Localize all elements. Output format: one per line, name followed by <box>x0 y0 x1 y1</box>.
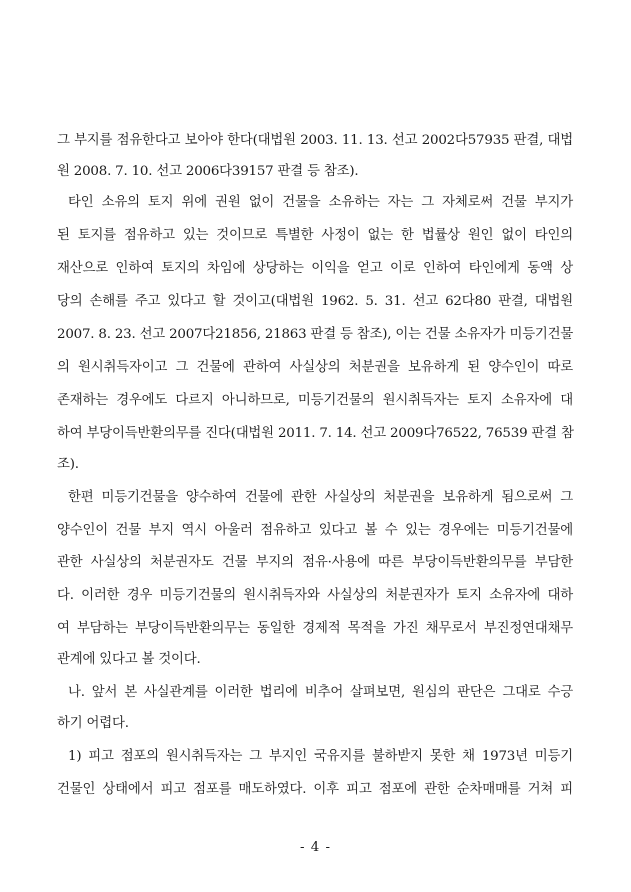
text-line: 여 부담하는 부당이득반환의무는 동일한 경제적 목적을 가진 채무로서 부진정연대채무 <box>57 621 573 636</box>
text-line: 그 부지를 점유한다고 보아야 한다(대법원 2003. 11. 13. 선고 2002다57935 판결, 대법 <box>57 133 573 148</box>
text-line: 관계에 있다고 볼 것이다. <box>57 652 201 667</box>
text-line: 하여 부당이득반환의무를 진다(대법원 2011. 7. 14. 선고 2009다76522, 76539 판결 참 <box>57 426 574 441</box>
page-number: - 4 - <box>299 840 332 855</box>
text-line: 존재하는 경우에도 다르지 아니하므로, 미등기건물의 원시취득자는 토지 소유자에 대 <box>57 393 573 408</box>
text-line: 재산으로 인하여 토지의 차임에 상당하는 이익을 얻고 이로 인하여 타인에게 동액 상 <box>57 261 573 276</box>
text-line: 당의 손해를 주고 있다고 할 것이고(대법원 1962. 5. 31. 선고 62다80 판결, 대법원 <box>57 294 573 309</box>
paragraph-first-line: 타인 소유의 토지 위에 권원 없이 건물을 소유하는 자는 그 자체로써 건물 부지가 <box>68 195 573 210</box>
text-line: 하기 어렵다. <box>57 716 129 731</box>
paragraph-first-line: 1) 피고 점포의 원시취득자는 그 부지인 국유지를 불하받지 못한 채 1973년 미등기 <box>68 749 573 764</box>
text-line: 다. 이러한 경우 미등기건물의 원시취득자와 사실상의 처분권자가 토지 소유자에 대하 <box>57 588 573 603</box>
text-line: 조). <box>57 457 79 472</box>
text-line: 된 토지를 점유하고 있는 것이므로 특별한 사정이 없는 한 법률상 원인 없이 타인의 <box>57 228 573 243</box>
text-line: 의 원시취득자이고 그 건물에 관하여 사실상의 처분권을 보유하게 된 양수인이 따로 <box>57 360 573 375</box>
paragraph-first-line: 나. 앞서 본 사실관계를 이러한 법리에 비추어 살펴보면, 원심의 판단은 그대로 수긍 <box>68 685 573 700</box>
text-line: 2007. 8. 23. 선고 2007다21856, 21863 판결 등 참조), 이는 건물 소유자가 미등기건물 <box>57 327 574 342</box>
paragraph-first-line: 한편 미등기건물을 양수하여 건물에 관한 사실상의 처분권을 보유하게 됨으로써 그 <box>68 490 573 505</box>
text-line: 양수인이 건물 부지 역시 아울러 점유하고 있다고 볼 수 있는 경우에는 미등기건물에 <box>57 523 573 538</box>
text-line: 원 2008. 7. 10. 선고 2006다39157 판결 등 참조). <box>57 164 359 179</box>
text-line: 관한 사실상의 처분권자도 건물 부지의 점유·사용에 따른 부당이득반환의무를 부담한 <box>57 555 573 570</box>
text-line: 건물인 상태에서 피고 점포를 매도하였다. 이후 피고 점포에 관한 순차매매를 거쳐 피 <box>57 782 573 797</box>
